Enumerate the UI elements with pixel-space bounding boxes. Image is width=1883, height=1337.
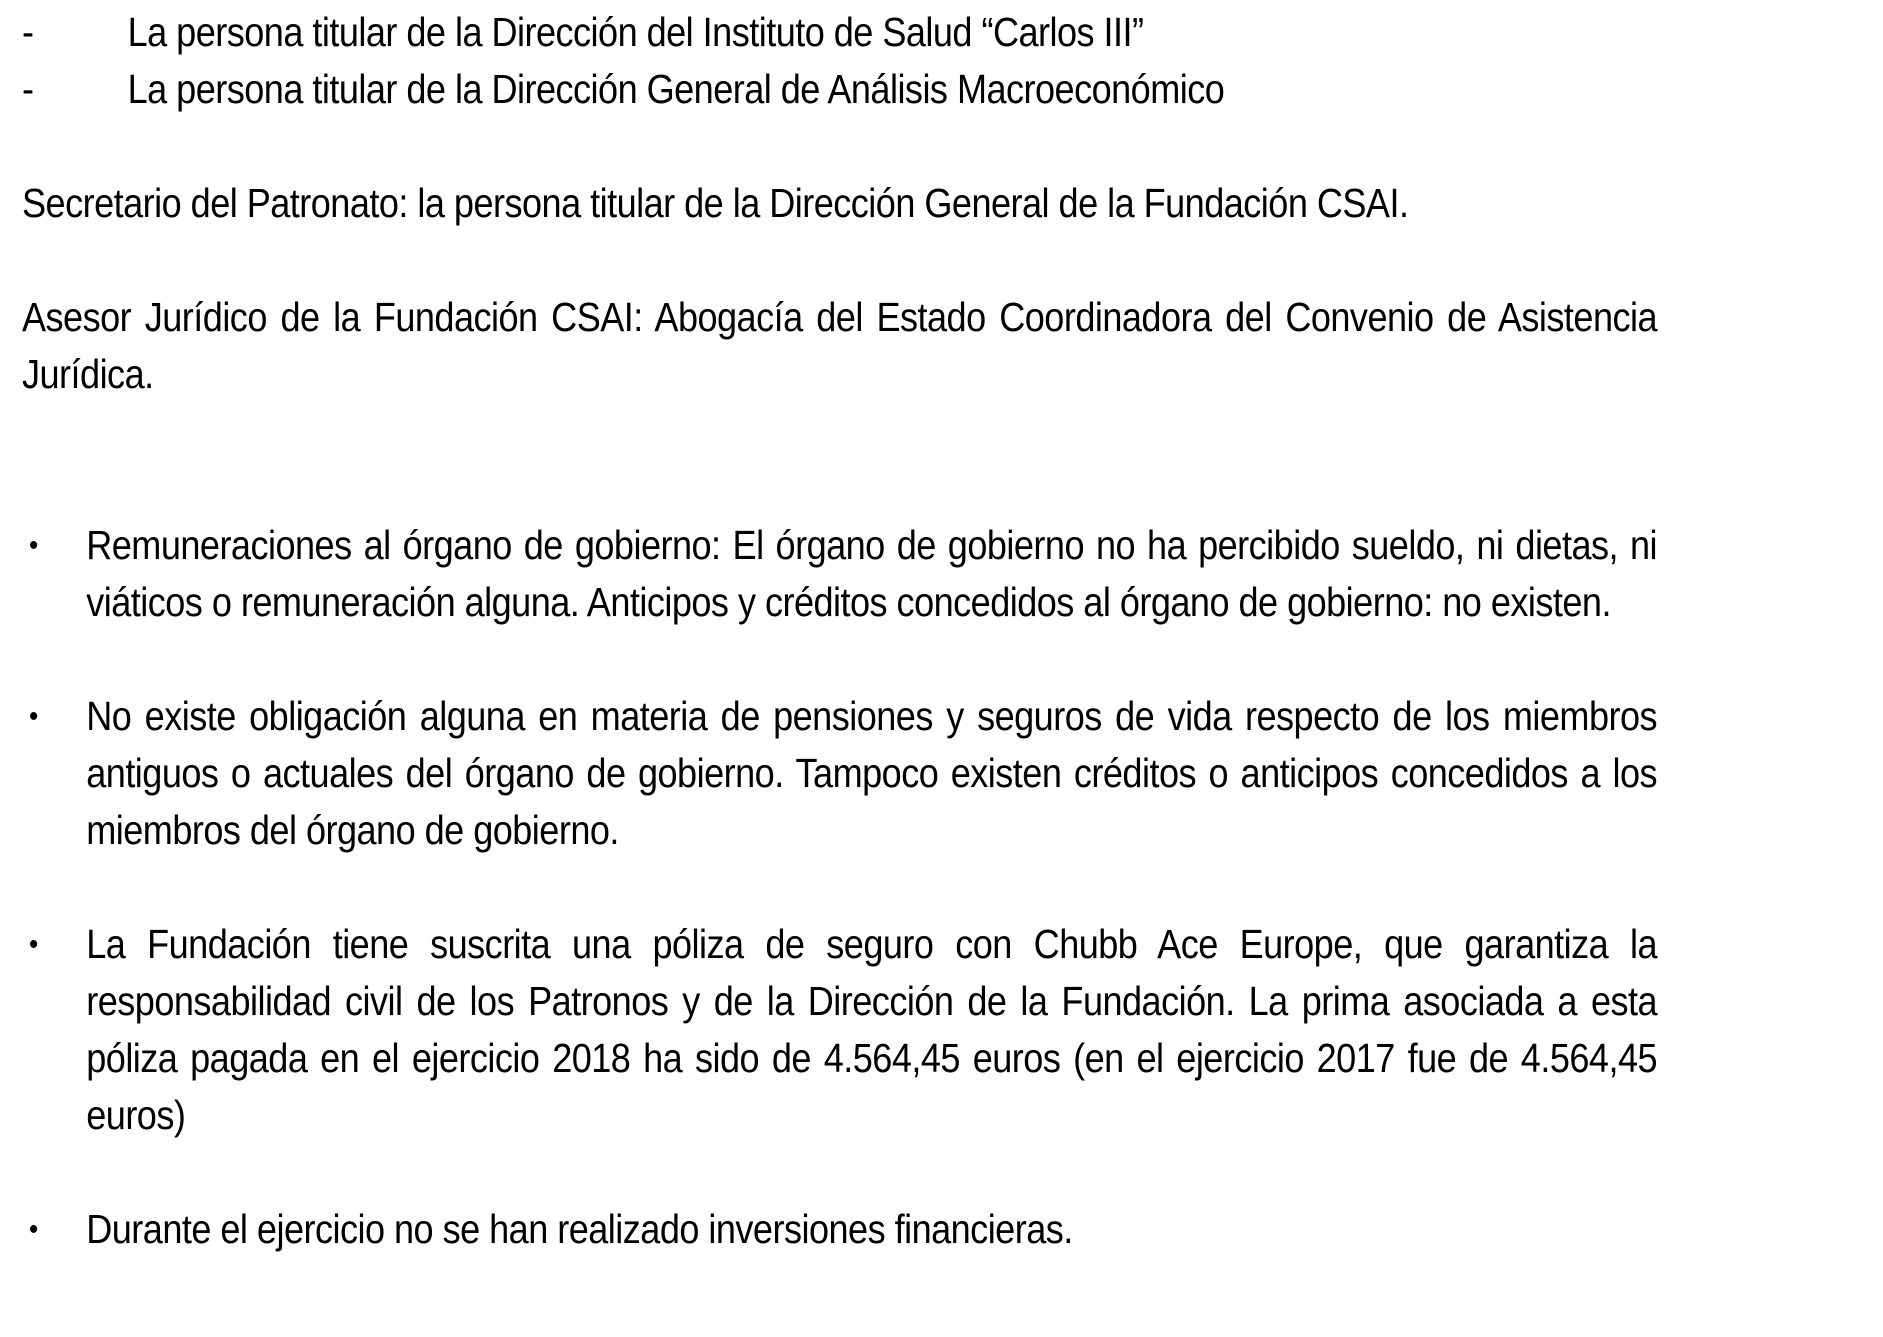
list-item — [22, 916, 1657, 1144]
document-page — [22, 0, 1657, 1258]
spacer — [22, 118, 1657, 175]
list-item-text: No existe obligación alguna en materia de pensiones y seguros de vida respecto de los miembros antiguos o actuales del órgano de gobierno. Tampoco existen créditos o anticipos concedidos a los miembros del órgano de gobierno. — [86, 693, 1658, 853]
list-item-text: Remuneraciones al órgano de gobierno: El órgano de gobierno no ha percibido sueldo, ni dietas, ni viáticos o remuneración alguna. Anticipos y créditos concedidos al órgano de gobierno: no existen. — [86, 522, 1658, 625]
bullet-marker: • — [29, 700, 38, 733]
spacer — [22, 631, 1657, 688]
list-item-text: Durante el ejercicio no se han realizado inversiones financieras. — [86, 1206, 1073, 1252]
bullet-list — [22, 517, 1657, 1258]
spacer — [22, 1144, 1657, 1201]
asesor-paragraph: Asesor Jurídico de la Fundación CSAI: Abogacía del Estado Coordinadora del Convenio de Asistencia Jurídica. — [22, 294, 1658, 397]
list-item-text: La Fundación tiene suscrita una póliza de seguro con Chubb Ace Europe, que garantiza la responsabilidad civil de los Patronos y de la Dirección de la Fundación. La prima asociada a esta póliza pagada en el ejercicio 2018 ha sido de 4.564,45 euros (en el ejercicio 2017 fue de 4.564,45 euros) — [86, 921, 1658, 1138]
secretario-paragraph: Secretario del Patronato: la persona titular de la Dirección General de la Fundación CSAI. — [22, 180, 1409, 226]
bullet-marker: • — [29, 1213, 38, 1246]
list-item — [22, 61, 1657, 118]
list-item — [22, 517, 1657, 631]
spacer — [22, 403, 1657, 517]
list-item-text: La persona titular de la Dirección General de Análisis Macroeconómico — [127, 66, 1225, 112]
spacer — [22, 859, 1657, 916]
bullet-marker: • — [29, 529, 38, 562]
list-item-text: La persona titular de la Dirección del Instituto de Salud “Carlos III” — [127, 9, 1144, 55]
list-item — [22, 1201, 1657, 1258]
dash-marker: - — [22, 9, 34, 55]
list-item — [22, 4, 1657, 61]
list-item — [22, 688, 1657, 859]
dash-list — [22, 4, 1657, 118]
spacer — [22, 232, 1657, 289]
bullet-marker: • — [29, 928, 38, 961]
dash-marker: - — [22, 66, 34, 112]
